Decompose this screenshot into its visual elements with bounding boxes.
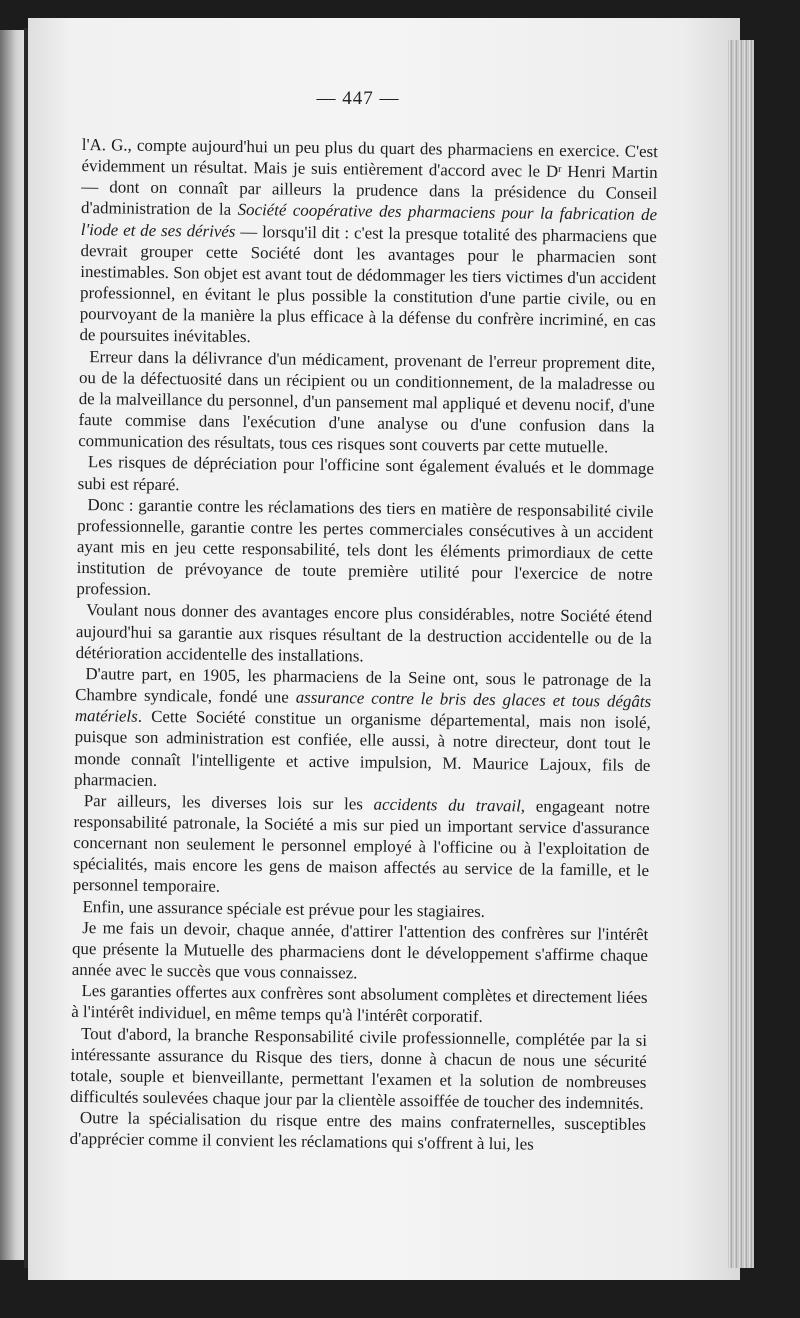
paragraph — [72, 917, 649, 988]
text-run: Erreur dans la délivrance d'un médicament, provenant de l'erreur proprement dite, ou de la défectuosité dans un récipient ou un conditionnement, de la maladresse ou de la malveillance du personnel, d'un pansement mal appliqué et devenu nocif, d'une faute commise dans l'exécution d'une analyse ou d'une confusion dans la communication des résultats, tous ces risques sont couverts par cette mutuelle. — [78, 346, 656, 457]
paragraph — [70, 1022, 647, 1114]
book-page — [28, 18, 740, 1280]
paragraph — [78, 451, 654, 500]
italic-text-run: assurance contre le bris des glaces et tous dégâts matériels — [74, 687, 652, 726]
text-run: Donc : garantie contre les réclamations des tiers en matière de responsabilité civile professionnelle, garantie contre les pertes commerciales consécutives à un accident ayant mis en jeu cette responsabilité, tels dont les éléments primordiaux de cette institution de prévoyance de toute première utilité pour l'exercice de notre profession. — [76, 494, 654, 600]
text-run: Voulant nous donner des avantages encore plus considérables, notre Société étend aujourd'hui sa garantie aux risques résultant de la destruction accidentelle ou de la détérioration accidentelle des installations. — [75, 600, 653, 666]
paragraph — [74, 663, 652, 797]
paragraph — [76, 599, 653, 670]
paragraph — [78, 346, 655, 459]
text-run: Outre la spécialisation du risque entre des mains confraternelles, susceptibles d'apprécier comme il convient les réclamations qui s'offrent à lui, les — [69, 1108, 647, 1154]
text-run: D'autre part, en 1905, les pharmaciens de la Seine ont, sous le patronage de la Chambre syndicale, fondé une — [75, 663, 652, 707]
paragraph — [71, 980, 647, 1029]
text-run: — lorsqu'il dit : c'est la presque totalité des pharmaciens que devrait grouper cette Société dont les avantages pour le pharmacien sont inestimables. Son objet est avant tout de dédommager les tiers victimes d'un accident professionnel, en évitant le plus possible la constitution d'une partie civile, ou en pourvoyant de la manière la plus efficace à la défense du confrère incriminé, en cas de poursuites inévitables. — [79, 221, 657, 347]
page-text-body — [70, 134, 658, 1156]
text-run: Enfin, une assurance spéciale est prévue pour les stagiaires. — [82, 896, 486, 921]
italic-text-run: accidents du travail — [373, 794, 521, 816]
superscript-text: r — [558, 163, 562, 176]
stacked-page-edges — [728, 40, 754, 1268]
text-run: Henri Martin — dont on connaît par ailleurs la prudence dans la présidence du Conseil d'administration de la — [80, 162, 658, 220]
paragraph — [70, 1107, 646, 1156]
text-run: Les risques de dépréciation pour l'officine sont également évalués et le dommage subi est réparé. — [77, 452, 655, 494]
text-run: , engageant notre responsabilité patronale, la Société a mis sur pied un important service d'assurance concernant non seulement le personnel employé à l'officine ou à l'exploitation de spécialités, mais encore les gens de maison affectés au service de la famille, et le personnel temporaire. — [72, 796, 650, 897]
text-run: l'A. G., compte aujourd'hui un peu plus du quart des pharmaciens en exercice. C'est évidemment un résultat. Mais je suis entièrement d'accord avec le D — [81, 134, 658, 181]
text-run: Tout d'abord, la branche Responsabilité civile professionnelle, complétée par la si intéressante assurance du Risque des tiers, donne à chacun de nous une sécurité totale, souple et bienveillante, permettant l'examen et la solution de nombreuses difficultés soulevées chaque jour par la clientèle assoiffée de toucher des indemnités. — [70, 1023, 648, 1113]
paragraph — [76, 494, 653, 607]
left-page-edge — [0, 30, 26, 1260]
italic-text-run: Société coopérative des pharmaciens pour la fabrication de l'iode et de ses dérivés — [80, 200, 658, 241]
text-run: Par ailleurs, les diverses lois sur les — [83, 790, 374, 814]
text-run: Les garanties offertes aux confrères sont absolument complètes et directement liées à l'intérêt individuel, en même temps qu'à l'intérêt corporatif. — [71, 981, 648, 1027]
paragraph — [73, 790, 650, 903]
paragraph — [79, 134, 658, 353]
text-run: . Cette Société constitue un organisme départemental, mais non isolé, puisque son administration est confiée, elle aussi, à notre directeur, dont tout le monde connaît l'intelligente et active impulsion, M. Maurice Lajoux, fils de pharmacien. — [74, 706, 651, 790]
text-run: Je me fais un devoir, chaque année, d'attirer l'attention des confrères sur l'intérêt que présente la Mutuelle des pharmaciens dont le développement s'affirme chaque année avec le succès que vous connaissez. — [71, 917, 649, 983]
page-number: — 447 — — [316, 88, 400, 109]
